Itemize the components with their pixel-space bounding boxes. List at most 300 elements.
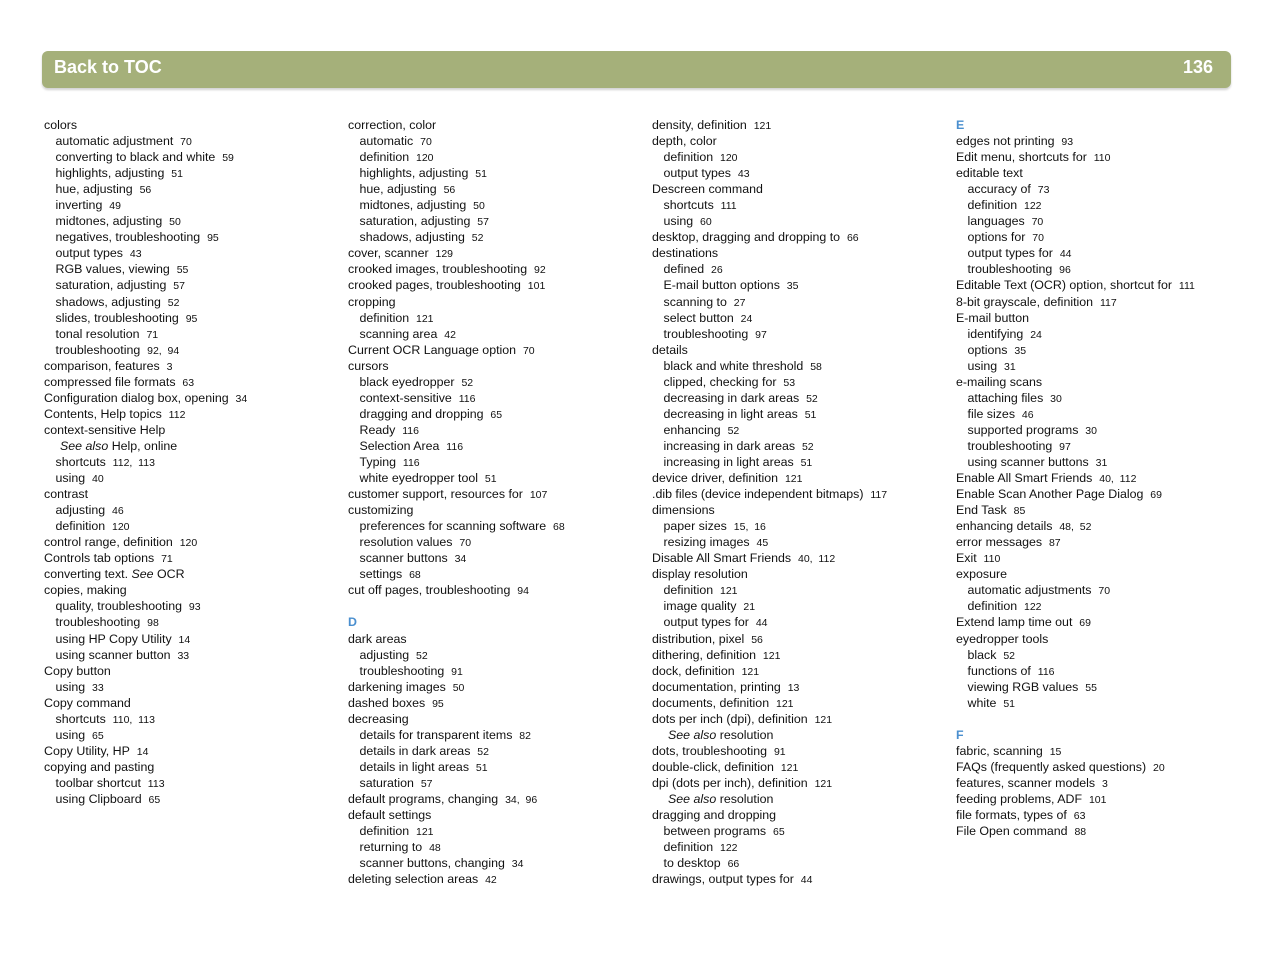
see-also-label: See also xyxy=(60,438,109,453)
page-reference[interactable]: 40 xyxy=(92,473,104,486)
index-subentry xyxy=(348,213,643,229)
index-subentry xyxy=(956,390,1251,406)
see-also-target[interactable]: resolution xyxy=(719,727,774,742)
index-subentry xyxy=(44,614,339,630)
page-reference[interactable]: 50 xyxy=(169,216,181,229)
page-reference[interactable]: 46 xyxy=(112,505,124,518)
page-reference[interactable]: 14 xyxy=(178,633,191,646)
page-reference[interactable]: 101 xyxy=(527,280,546,293)
page-reference[interactable]: 68 xyxy=(409,569,421,582)
page-reference[interactable]: 42 xyxy=(444,328,456,341)
page-reference[interactable]: 70 xyxy=(459,537,472,550)
index-term: shortcuts xyxy=(55,711,106,726)
index-subentry xyxy=(652,518,947,534)
index-term: default programs, changing xyxy=(348,791,499,806)
page-reference[interactable]: 63 xyxy=(1073,810,1086,823)
index-term: midtones, adjusting xyxy=(55,214,163,229)
see-also-target[interactable]: resolution xyxy=(719,791,774,806)
page-reference[interactable]: 13 xyxy=(787,681,800,694)
page-reference[interactable]: 58 xyxy=(810,360,822,373)
page-reference[interactable]: 60 xyxy=(700,216,712,229)
index-subentry xyxy=(956,663,1251,679)
index-subentry xyxy=(348,326,643,342)
index-entry xyxy=(956,165,1251,181)
page-reference[interactable]: 59 xyxy=(222,152,234,165)
page-reference[interactable]: 121 xyxy=(814,777,833,790)
index-term: default settings xyxy=(348,808,432,823)
index-subentry xyxy=(956,229,1251,245)
page-reference[interactable]: 93 xyxy=(1061,136,1074,149)
index-term: accuracy of xyxy=(967,182,1031,197)
page-reference[interactable]: 56 xyxy=(751,633,763,646)
index-entry xyxy=(956,775,1251,791)
page-reference[interactable]: 51 xyxy=(475,761,488,774)
index-subentry xyxy=(652,839,947,855)
index-term: black eyedropper xyxy=(359,374,455,389)
page-reference[interactable]: 55 xyxy=(176,264,189,277)
page-reference[interactable]: 69 xyxy=(1150,489,1162,502)
page-reference[interactable]: 44 xyxy=(755,617,768,630)
page-reference[interactable]: 34 xyxy=(235,392,248,405)
index-entry xyxy=(956,277,1251,293)
index-entry xyxy=(956,470,1251,486)
index-entry xyxy=(652,117,947,133)
page-reference[interactable]: 122 xyxy=(720,842,738,855)
index-subentry xyxy=(348,775,643,791)
page-reference[interactable]: 31 xyxy=(1095,456,1108,469)
page-reference[interactable]: 121 xyxy=(741,665,760,678)
index-entry xyxy=(348,807,643,823)
page-reference[interactable]: 121 xyxy=(784,473,803,486)
page-reference[interactable]: 92, 94 xyxy=(147,344,180,357)
index-subentry xyxy=(348,470,643,486)
page-reference[interactable]: 111 xyxy=(1178,280,1195,293)
page-reference[interactable]: 117 xyxy=(1099,296,1117,309)
index-subentry xyxy=(348,454,643,470)
index-subentry xyxy=(956,422,1251,438)
page-reference[interactable]: 51 xyxy=(804,408,817,421)
index-entry xyxy=(956,631,1251,647)
page-reference[interactable]: 48, 52 xyxy=(1059,521,1092,534)
index-term: Typing xyxy=(359,454,397,469)
page-reference[interactable]: 33 xyxy=(177,649,190,662)
page-reference[interactable]: 57 xyxy=(477,216,489,229)
page-reference[interactable]: 121 xyxy=(776,697,794,710)
page-reference[interactable]: 48 xyxy=(429,842,441,855)
page-reference[interactable]: 51 xyxy=(475,168,487,181)
page-reference[interactable]: 52 xyxy=(167,296,180,309)
page-reference[interactable]: 120 xyxy=(416,152,434,165)
page-reference[interactable]: 56 xyxy=(139,184,152,197)
page-reference[interactable]: 43 xyxy=(129,248,142,261)
index-term: using xyxy=(55,727,86,742)
index-term: returning to xyxy=(359,840,423,855)
index-subentry xyxy=(348,743,643,759)
index-entry xyxy=(956,550,1251,566)
index-entry xyxy=(652,871,947,887)
page-reference[interactable]: 121 xyxy=(720,585,738,598)
index-entry xyxy=(44,358,339,374)
index-term: using xyxy=(55,679,86,694)
index-subentry xyxy=(652,438,947,454)
see-label: See xyxy=(131,567,154,582)
index-subentry xyxy=(44,181,339,197)
index-entry xyxy=(956,518,1251,534)
index-entry xyxy=(348,791,643,807)
index-entry xyxy=(956,294,1251,310)
index-term: definition xyxy=(663,150,714,165)
index-entry xyxy=(348,358,643,374)
index-term: .dib files (device independent bitmaps) xyxy=(652,487,864,502)
index-term: file sizes xyxy=(967,406,1016,421)
page-reference[interactable]: 111 xyxy=(720,200,737,213)
page-reference[interactable]: 40, 112 xyxy=(1099,473,1137,486)
index-subentry xyxy=(652,294,947,310)
page-reference[interactable]: 121 xyxy=(814,713,833,726)
index-term: options xyxy=(967,342,1008,357)
index-term: definition xyxy=(359,150,410,165)
index-subentry xyxy=(956,326,1251,342)
page-reference[interactable]: 46 xyxy=(1021,408,1034,421)
page-reference[interactable]: 42 xyxy=(485,874,497,887)
index-term: definition xyxy=(967,198,1018,213)
index-subentry xyxy=(44,502,339,518)
page-reference[interactable]: 34 xyxy=(511,858,524,871)
page-reference[interactable]: 52 xyxy=(471,232,484,245)
page-reference[interactable]: 120 xyxy=(720,152,738,165)
index-term: hue, adjusting xyxy=(55,182,133,197)
index-term: languages xyxy=(967,214,1025,229)
index-subentry xyxy=(652,390,947,406)
page-reference[interactable]: 40, 112 xyxy=(798,553,836,566)
page-reference[interactable]: 110 xyxy=(983,553,1001,566)
index-subentry xyxy=(652,326,947,342)
index-subentry xyxy=(44,294,339,310)
index-term: troubleshooting xyxy=(967,438,1053,453)
back-to-toc-link[interactable]: Back to TOC xyxy=(54,57,162,77)
page-reference[interactable]: 87 xyxy=(1048,537,1061,550)
index-term: resizing images xyxy=(663,535,750,550)
page-reference[interactable]: 71 xyxy=(161,553,173,566)
page-reference[interactable]: 85 xyxy=(1013,505,1026,518)
page-reference[interactable]: 52 xyxy=(727,424,740,437)
index-entry xyxy=(44,566,339,582)
index-subentry xyxy=(956,358,1251,374)
index-term: copying and pasting xyxy=(44,759,155,774)
page-reference[interactable]: 107 xyxy=(529,489,548,502)
index-term: context-sensitive Help xyxy=(44,422,166,437)
page-reference[interactable]: 122 xyxy=(1024,601,1042,614)
index-term: adjusting xyxy=(359,647,410,662)
index-term: crooked pages, troubleshooting xyxy=(348,278,521,293)
page-reference[interactable]: 97 xyxy=(1059,440,1071,453)
index-term: cut off pages, troubleshooting xyxy=(348,583,511,598)
page-reference[interactable]: 94 xyxy=(517,585,529,598)
index-subentry xyxy=(44,342,339,358)
page-reference[interactable]: 20 xyxy=(1152,761,1165,774)
page-reference[interactable]: 52 xyxy=(801,440,814,453)
index-spacer xyxy=(956,711,1251,727)
page-reference[interactable]: 70 xyxy=(1032,232,1044,245)
index-term: using xyxy=(663,214,694,229)
index-term: documentation, printing xyxy=(652,679,781,694)
page-reference[interactable]: 49 xyxy=(109,200,121,213)
page-reference[interactable]: 65 xyxy=(490,408,503,421)
page-reference[interactable]: 57 xyxy=(173,280,185,293)
page-reference[interactable]: 116 xyxy=(1037,665,1055,678)
index-subentry xyxy=(348,133,643,149)
index-term: fabric, scanning xyxy=(956,743,1043,758)
index-term: 8-bit grayscale, definition xyxy=(956,294,1094,309)
page-reference[interactable]: 116 xyxy=(402,424,419,437)
index-subentry xyxy=(652,261,947,277)
index-term: troubleshooting xyxy=(663,326,749,341)
page-reference[interactable]: 70 xyxy=(1098,585,1111,598)
index-term: dimensions xyxy=(652,503,715,518)
index-entry xyxy=(652,486,947,502)
page-reference[interactable]: 116 xyxy=(458,392,476,405)
index-term: viewing RGB values xyxy=(967,679,1079,694)
index-column-3 xyxy=(652,117,947,887)
page-reference[interactable]: 57 xyxy=(420,777,433,790)
index-term: dots, troubleshooting xyxy=(652,743,768,758)
header-bar xyxy=(42,51,1231,88)
see-also-label: See also xyxy=(668,727,717,742)
index-entry xyxy=(348,342,643,358)
page-reference[interactable]: 51 xyxy=(800,456,813,469)
page-reference[interactable]: 52 xyxy=(806,392,818,405)
page-reference[interactable]: 52 xyxy=(461,376,474,389)
index-term: saturation, adjusting xyxy=(359,214,471,229)
index-entry xyxy=(44,117,339,133)
index-subentry xyxy=(44,727,339,743)
index-entry xyxy=(956,374,1251,390)
index-entry xyxy=(44,582,339,598)
page-reference[interactable]: 120 xyxy=(179,537,198,550)
index-entry xyxy=(652,470,947,486)
page-reference[interactable]: 82 xyxy=(519,729,531,742)
page-reference[interactable]: 33 xyxy=(92,681,104,694)
index-subentry xyxy=(44,711,339,727)
index-term: customer support, resources for xyxy=(348,487,523,502)
index-subentry xyxy=(956,695,1251,711)
index-subentry xyxy=(44,165,339,181)
page-reference[interactable]: 55 xyxy=(1085,681,1097,694)
page-reference[interactable]: 121 xyxy=(762,649,781,662)
page-reference[interactable]: 3 xyxy=(1102,777,1108,790)
index-subentry xyxy=(348,839,643,855)
page-reference[interactable]: 66 xyxy=(727,858,740,871)
page-reference[interactable]: 44 xyxy=(800,874,813,887)
page-reference[interactable]: 34 xyxy=(454,553,467,566)
page-reference[interactable]: 73 xyxy=(1037,184,1050,197)
page-reference[interactable]: 113 xyxy=(147,777,165,790)
page-reference[interactable]: 69 xyxy=(1079,617,1091,630)
page-reference[interactable]: 95 xyxy=(185,312,198,325)
index-entry xyxy=(348,294,643,310)
page-reference[interactable]: 88 xyxy=(1074,826,1087,839)
page-reference[interactable]: 14 xyxy=(136,745,149,758)
index-entry xyxy=(652,711,947,727)
index-subentry xyxy=(652,149,947,165)
page-reference[interactable]: 95 xyxy=(432,697,444,710)
page-reference[interactable]: 96 xyxy=(1059,264,1071,277)
page-reference[interactable]: 24 xyxy=(740,312,753,325)
index-term: preferences for scanning software xyxy=(359,519,547,534)
page-reference[interactable]: 91 xyxy=(451,665,463,678)
page-reference[interactable]: 68 xyxy=(553,521,565,534)
index-subentry xyxy=(956,598,1251,614)
page-reference[interactable]: 121 xyxy=(753,120,772,132)
index-term: negatives, troubleshooting xyxy=(55,230,201,245)
index-subentry xyxy=(652,614,947,630)
index-entry xyxy=(956,149,1251,165)
index-term: Enable Scan Another Page Dialog xyxy=(956,487,1144,502)
page-reference[interactable]: 112, 113 xyxy=(112,456,155,469)
page-reference[interactable]: 98 xyxy=(147,617,159,630)
page-reference[interactable]: 51 xyxy=(1003,697,1016,710)
index-entry xyxy=(44,390,339,406)
index-term: shadows, adjusting xyxy=(55,294,161,309)
page-reference[interactable]: 52 xyxy=(416,649,428,662)
index-term: dots per inch (dpi), definition xyxy=(652,711,808,726)
page-reference[interactable]: 27 xyxy=(733,296,746,309)
page-reference[interactable]: 56 xyxy=(443,184,456,197)
page-reference[interactable]: 34, 96 xyxy=(505,793,538,806)
index-entry xyxy=(956,133,1251,149)
page-reference[interactable]: 50 xyxy=(452,681,465,694)
index-subentry xyxy=(44,261,339,277)
page-reference[interactable]: 110, 113 xyxy=(112,713,155,726)
index-spacer xyxy=(348,598,643,614)
page-reference[interactable]: 70 xyxy=(1031,216,1044,229)
index-entry xyxy=(348,277,643,293)
index-term: Copy command xyxy=(44,695,131,710)
page-reference[interactable]: 21 xyxy=(743,601,756,614)
page-reference[interactable]: 53 xyxy=(783,376,796,389)
page-reference[interactable]: 51 xyxy=(484,473,497,486)
page-reference[interactable]: 30 xyxy=(1050,392,1062,405)
page-number: 136 xyxy=(1182,57,1213,77)
index-term: definition xyxy=(359,824,410,839)
page-reference[interactable]: 52 xyxy=(1003,649,1016,662)
index-term: Configuration dialog box, opening xyxy=(44,390,229,405)
see-target[interactable]: OCR xyxy=(156,567,185,582)
index-entry xyxy=(348,117,643,133)
page-reference[interactable]: 66 xyxy=(846,232,859,245)
index-subentry xyxy=(956,406,1251,422)
index-subentry xyxy=(44,197,339,213)
page-reference[interactable]: 116 xyxy=(446,440,464,453)
page-reference[interactable]: 31 xyxy=(1004,360,1016,373)
page-reference[interactable]: 70 xyxy=(522,344,535,357)
index-term: documents, definition xyxy=(652,695,770,710)
index-term: Edit menu, shortcuts for xyxy=(956,150,1087,165)
page-reference[interactable]: 26 xyxy=(711,264,723,277)
index-subentry xyxy=(956,245,1251,261)
page-reference[interactable]: 35 xyxy=(786,280,799,293)
page-reference[interactable]: 116 xyxy=(402,456,420,469)
page-reference[interactable]: 121 xyxy=(780,761,799,774)
index-term: features, scanner models xyxy=(956,775,1096,790)
index-subentry xyxy=(44,149,339,165)
index-term: dragging and dropping xyxy=(652,808,777,823)
index-term: saturation xyxy=(359,775,414,790)
index-term: enhancing xyxy=(663,422,721,437)
page-reference[interactable]: 24 xyxy=(1030,328,1042,341)
index-subentry xyxy=(652,823,947,839)
index-term: dark areas xyxy=(348,631,407,646)
index-term: e-mailing scans xyxy=(956,374,1043,389)
index-column-2 xyxy=(348,117,643,887)
page-reference[interactable]: 110 xyxy=(1093,152,1111,165)
index-entry xyxy=(44,486,339,502)
index-term: Exit xyxy=(956,551,977,566)
index-term: using Clipboard xyxy=(55,791,142,806)
index-subentry xyxy=(348,374,643,390)
page-reference[interactable]: 91 xyxy=(773,745,786,758)
page-reference[interactable]: 15 xyxy=(1049,745,1062,758)
page-reference[interactable]: 122 xyxy=(1024,200,1042,213)
page-reference[interactable]: 43 xyxy=(737,168,750,181)
see-also-target[interactable]: Help, online xyxy=(111,438,178,453)
index-term: Editable Text (OCR) option, shortcut for xyxy=(956,278,1173,293)
page-reference[interactable]: 71 xyxy=(146,328,159,341)
page-reference[interactable]: 129 xyxy=(435,248,454,261)
page-reference[interactable]: 121 xyxy=(416,826,434,839)
page-reference[interactable]: 97 xyxy=(755,328,767,341)
page-reference[interactable]: 95 xyxy=(207,232,219,245)
index-term: automatic xyxy=(359,134,414,149)
page-reference[interactable]: 63 xyxy=(182,376,195,389)
page-reference[interactable]: 51 xyxy=(171,168,183,181)
page-reference[interactable]: 112 xyxy=(168,408,186,421)
page-reference[interactable]: 50 xyxy=(473,200,485,213)
page-reference[interactable]: 117 xyxy=(870,489,888,502)
page-reference[interactable]: 35 xyxy=(1014,344,1027,357)
page-reference[interactable]: 70 xyxy=(180,136,192,149)
page-reference[interactable]: 92 xyxy=(533,264,546,277)
index-entry xyxy=(348,711,643,727)
index-entry xyxy=(956,486,1251,502)
page-reference[interactable]: 93 xyxy=(188,601,201,614)
page-reference[interactable]: 44 xyxy=(1059,248,1072,261)
index-entry xyxy=(44,759,339,775)
index-subentry xyxy=(44,679,339,695)
index-subentry xyxy=(44,277,339,293)
page-reference[interactable]: 52 xyxy=(477,745,489,758)
page-reference[interactable]: 101 xyxy=(1088,793,1107,806)
page-reference[interactable]: 65 xyxy=(148,793,161,806)
index-term: comparison, features xyxy=(44,358,160,373)
page-reference[interactable]: 65 xyxy=(92,729,104,742)
page-reference[interactable]: 45 xyxy=(756,537,769,550)
index-column-1 xyxy=(44,117,339,807)
index-term: attaching files xyxy=(967,390,1044,405)
index-column-4 xyxy=(956,117,1251,839)
index-subentry xyxy=(956,197,1251,213)
page-reference[interactable]: 120 xyxy=(112,521,130,534)
page-reference[interactable]: 70 xyxy=(420,136,432,149)
page-reference[interactable]: 30 xyxy=(1085,424,1097,437)
page-reference[interactable]: 3 xyxy=(166,360,173,373)
index-subentry xyxy=(652,358,947,374)
page-reference[interactable]: 15, 16 xyxy=(733,521,766,534)
page-reference[interactable]: 121 xyxy=(416,312,434,325)
page-reference[interactable]: 65 xyxy=(773,826,785,839)
index-subentry xyxy=(348,165,643,181)
index-term: converting text. xyxy=(44,567,129,582)
